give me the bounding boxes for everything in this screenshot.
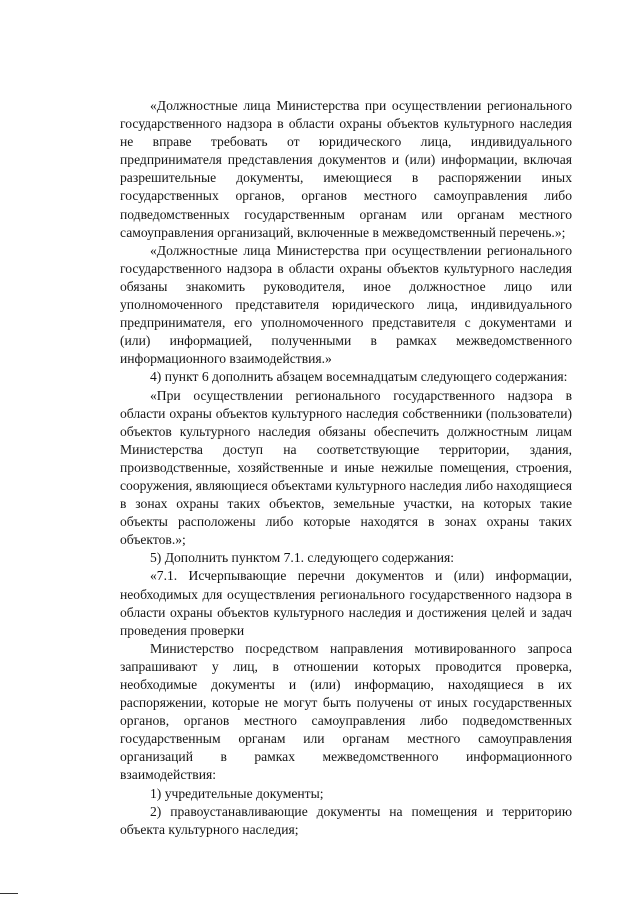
paragraph-item-5: 5) Дополнить пунктом 7.1. следующего содержания: — [150, 550, 455, 566]
paragraph-7-1-heading: «7.1. Исчерпывающие перечни документов и (или) информации, необходимых для осуществления регионального государственного надзора в области охраны объектов культурного наследия и достижения целей и задач проведения проверки — [120, 568, 572, 638]
paragraph-ministry-request: Министерство посредством направления мотивированного запроса запрашивают у лиц, в отношении которых проводится проверка, необходимые документы и (или) информацию, находящиеся в их распоряжении, которые не могут быть получены от иных государственных органов, органов местного самоуправления либо подведомственных государственным органам или органам местного самоуправления организаций в рамках межведомственного информационного взаимодействия: — [120, 640, 572, 783]
scan-edge-mark — [0, 893, 18, 894]
paragraph-item-4: 4) пункт 6 дополнить абзацем восемнадцатым следующего содержания: — [150, 369, 568, 385]
list-item-title-documents: 2) правоустанавливающие документы на помещения и территорию объекта культурного наследия; — [120, 803, 572, 837]
list-item-founding-documents: 1) учредительные документы; — [150, 785, 324, 801]
paragraph-officials-obliged: «Должностные лица Министерства при осуществлении регионального государственного надзора в области охраны объектов культурного наследия обязаны знакомить руководителя, иное должностное лицо или уполномоченного представителя юридического лица, индивидуального предпринимателя, его уполномоченного представителя с документами и (или) информацией, полученными в рамках межведомственного информационного взаимодействия.» — [120, 242, 572, 367]
document-body — [120, 97, 572, 839]
paragraph-access-obligation: «При осуществлении регионального государственного надзора в области охраны объектов культурного наследия собственники (пользователи) объектов культурного наследия обязаны обеспечить должностным лицам Министерства доступ на соответствующие территории, здания, производственные, хозяйственные и иные нежилые помещения, строения, сооружения, являющиеся объектами культурного наследия либо находящиеся в зонах охраны таких объектов, земельные участки, на которых такие объекты расположены либо которые находятся в зонах охраны таких объектов.»; — [120, 387, 572, 548]
paragraph-officials-not-entitled: «Должностные лица Министерства при осуществлении регионального государственного надзора в области охраны объектов культурного наследия не вправе требовать от юридического лица, индивидуального предпринимателя представления документов и (или) информации, включая разрешительные документы, имеющиеся в распоряжении иных государственных органов, органов местного самоуправления либо подведомственных государственным органам или органам местного самоуправления организаций, включенные в межведомственный перечень.»; — [120, 98, 572, 240]
